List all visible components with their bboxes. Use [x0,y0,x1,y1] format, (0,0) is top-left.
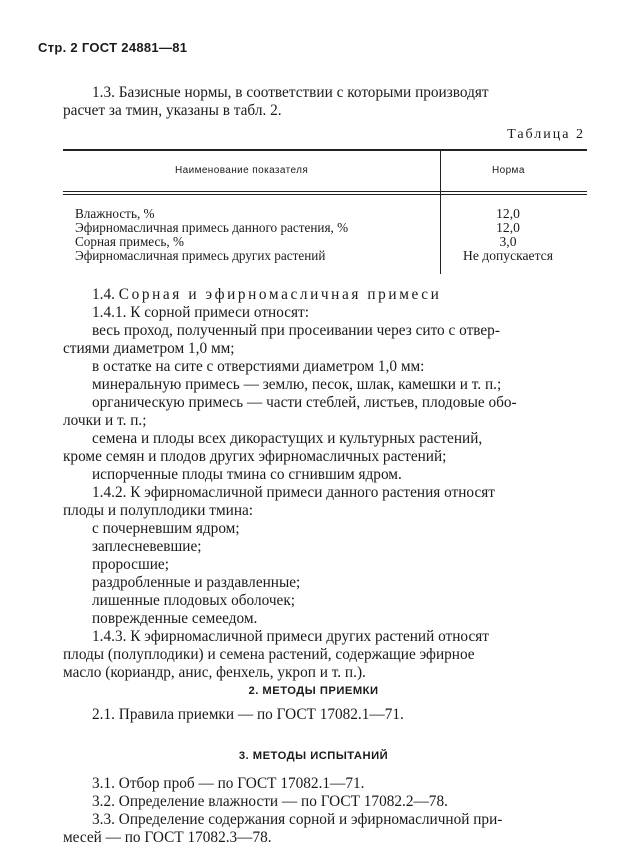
para-line: лочки и т. п.; [63,412,147,429]
section-3-line: 3.3. Определение содержания сорной и эфирномасличной при- [92,811,503,828]
para-line: минеральную примесь — землю, песок, шлак, камешки и т. п.; [92,376,502,393]
section-3-line: 3.2. Определение влажности — по ГОСТ 17082.2—78. [92,793,448,810]
table-cell-name: Эфирномасличная примесь других растений [75,248,326,263]
page-header: Стр. 2 ГОСТ 24881—81 [38,40,188,55]
table-header-rule [63,191,587,192]
table-cell-name: Эфирномасличная примесь данного растения, % [75,220,349,235]
section-2-line: 2.1. Правила приемки — по ГОСТ 17082.1—71. [92,706,404,723]
para-line: органическую примесь — части стеблей, листьев, плодовые обо- [92,394,517,411]
section-3-title: 3. МЕТОДЫ ИСПЫТАНИЙ [238,750,389,762]
para-line: проросшие; [92,556,169,573]
table-cell-norm: 3,0 [499,234,517,249]
para-1-4-title: Сорная и эфирномасличная примеси [118,286,442,303]
table-cell-norm: Не допускается [463,248,553,263]
table-column-divider [440,150,441,274]
para-line: 1.4.2. К эфирномасличной примеси данного растения относят [92,484,495,501]
para-line: в остатке на сите с отверстиями диаметром 1,0 мм: [92,358,425,375]
table-cell-name: Влажность, % [75,206,155,221]
para-line: 1.4.1. К сорной примеси относят: [92,304,309,321]
table-cell-name: Сорная примесь, % [75,234,184,249]
para-line: плоды (полуплодики) и семена растений, содержащие эфирное [63,646,475,663]
para-line: стиями диаметром 1,0 мм; [63,340,235,357]
para-line: с почерневшим ядром; [92,520,240,537]
section-3-line: месей — по ГОСТ 17082.3—78. [63,829,272,846]
para-line: раздробленные и раздавленные; [92,574,301,591]
para-line: плоды и полуплодики тмина: [63,502,254,519]
para-line: поврежденные семеедом. [92,610,258,627]
section-2-title: 2. МЕТОДЫ ПРИЕМКИ [248,685,379,697]
para-line: семена и плоды всех дикорастущих и культурных растений, [92,430,483,447]
table-top-rule [63,149,587,151]
para-line: 1.4.3. К эфирномасличной примеси других растений относят [92,628,489,645]
table-col-norm-header: Норма [492,165,525,176]
para-1-4-number: 1.4. [92,286,115,303]
table-col-name-header: Наименование показателя [175,165,309,176]
table-cell-norm: 12,0 [496,220,520,235]
table-caption: Таблица 2 [507,127,585,142]
table-header-rule-2 [63,194,587,195]
para-1-4-heading [92,286,441,304]
para-1-3-line-2: расчет за тмин, указаны в табл. 2. [63,102,282,119]
para-line: масло (кориандр, анис, фенхель, укроп и т. п.). [63,664,366,681]
para-line: кроме семян и плодов других эфирномасличных растений; [63,448,447,465]
para-line: весь проход, полученный при просеивании через сито с отвер- [92,322,500,339]
para-line: испорченные плоды тмина со сгнившим ядром. [92,466,402,483]
para-line: заплесневевшие; [92,538,202,555]
table-cell-norm: 12,0 [496,206,520,221]
para-line: лишенные плодовых оболочек; [92,592,296,609]
section-3-line: 3.1. Отбор проб — по ГОСТ 17082.1—71. [92,775,365,792]
para-1-3-line-1: 1.3. Базисные нормы, в соответствии с которыми производят [92,84,489,101]
